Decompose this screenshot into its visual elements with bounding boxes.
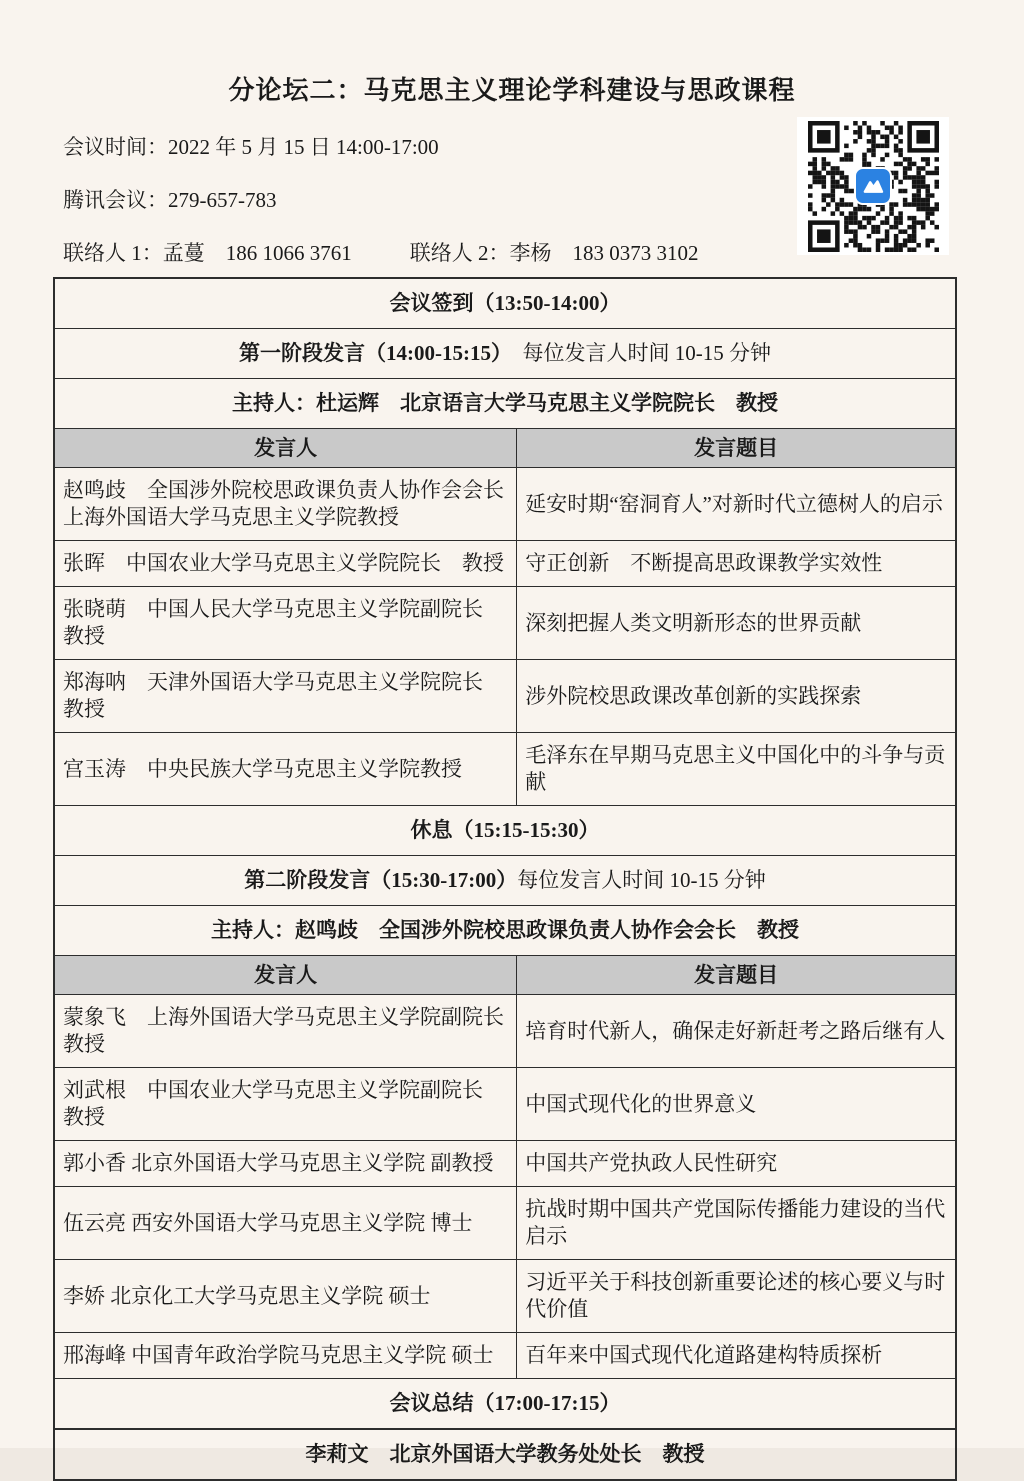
stage2-heading: 第二阶段发言（15:30-17:00） xyxy=(244,868,518,892)
tencent-meeting-logo-icon xyxy=(854,167,892,205)
topic-cell: 培育时代新人，确保走好新赶考之路后继有人 xyxy=(517,995,956,1068)
tencent-meeting-line: 腾讯会议：279-657-783 xyxy=(63,188,277,212)
topic-cell: 深刻把握人类文明新形态的世界贡献 xyxy=(517,587,956,660)
stage1-heading-cell xyxy=(54,329,956,379)
topic-cell: 中国共产党执政人民性研究 xyxy=(517,1141,956,1187)
stage2-heading-cell xyxy=(54,856,956,906)
stage1-header-row xyxy=(54,429,956,468)
stage1-row-3 xyxy=(54,587,956,660)
stage1-topic-column-header: 发言题目 xyxy=(517,429,956,468)
stage1-heading: 第一阶段发言（14:00-15:15） xyxy=(239,341,502,365)
topic-cell: 延安时期“窑洞育人”对新时代立德树人的启示 xyxy=(517,468,956,541)
speaker-cell: 蒙象飞 上海外国语大学马克思主义学院副院长 教授 xyxy=(54,995,517,1068)
speaker-cell: 伍云亮 西安外国语大学马克思主义学院 博士 xyxy=(54,1187,517,1260)
speaker-cell: 张晓萌 中国人民大学马克思主义学院副院长 教授 xyxy=(54,587,517,660)
contacts-line xyxy=(63,237,699,267)
stage2-row-6 xyxy=(54,1333,956,1379)
stage2-row-4 xyxy=(54,1187,956,1260)
speaker-cell: 李娇 北京化工大学马克思主义学院 硕士 xyxy=(54,1260,517,1333)
closing-row xyxy=(54,1429,956,1480)
summary-cell: 会议总结（17:00-17:15） xyxy=(54,1379,956,1430)
stage1-row-4 xyxy=(54,660,956,733)
speaker-cell: 郑海呐 天津外国语大学马克思主义学院院长 教授 xyxy=(54,660,517,733)
stage2-heading-row xyxy=(54,856,956,906)
stage2-row-2 xyxy=(54,1068,956,1141)
stage1-row-1 xyxy=(54,468,956,541)
topic-cell: 毛泽东在早期马克思主义中国化中的斗争与贡献 xyxy=(517,733,956,806)
topic-cell: 涉外院校思政课改革创新的实践探索 xyxy=(517,660,956,733)
stage2-host-cell: 主持人：赵鸣歧 全国涉外院校思政课负责人协作会会长 教授 xyxy=(54,906,956,956)
qr-code xyxy=(808,121,939,252)
stage2-heading-note: 每位发言人时间 10-15 分钟 xyxy=(517,868,766,892)
stage2-row-5 xyxy=(54,1260,956,1333)
contact-2: 联络人 2：李杨 183 0373 3102 xyxy=(409,241,699,265)
stage1-heading-note: 每位发言人时间 10-15 分钟 xyxy=(501,341,771,365)
stage1-heading-row xyxy=(54,329,956,379)
checkin-cell: 会议签到（13:50-14:00） xyxy=(54,278,956,329)
stage2-host-row xyxy=(54,906,956,956)
stage1-speaker-column-header: 发言人 xyxy=(54,429,517,468)
qr-code-box xyxy=(797,117,949,255)
summary-row xyxy=(54,1379,956,1430)
meeting-time-line: 会议时间：2022 年 5 月 15 日 14:00-17:00 xyxy=(63,135,439,159)
stage1-host-cell: 主持人：杜运辉 北京语言大学马克思主义学院院长 教授 xyxy=(54,379,956,429)
stage2-row-3 xyxy=(54,1141,956,1187)
stage1-host-row xyxy=(54,379,956,429)
speaker-cell: 宫玉涛 中央民族大学马克思主义学院教授 xyxy=(54,733,517,806)
speaker-cell: 赵鸣歧 全国涉外院校思政课负责人协作会会长上海外国语大学马克思主义学院教授 xyxy=(54,468,517,541)
speaker-cell: 邢海峰 中国青年政治学院马克思主义学院 硕士 xyxy=(54,1333,517,1379)
schedule-table-container xyxy=(53,277,957,1481)
topic-cell: 抗战时期中国共产党国际传播能力建设的当代启示 xyxy=(517,1187,956,1260)
speaker-cell: 刘武根 中国农业大学马克思主义学院副院长 教授 xyxy=(54,1068,517,1141)
schedule-table xyxy=(53,277,957,1481)
stage2-row-1 xyxy=(54,995,956,1068)
break-cell: 休息（15:15-15:30） xyxy=(54,806,956,856)
stage2-speaker-column-header: 发言人 xyxy=(54,956,517,995)
checkin-row xyxy=(54,278,956,329)
stage1-row-2 xyxy=(54,541,956,587)
closing-cell: 李莉文 北京外国语大学教务处处长 教授 xyxy=(54,1429,956,1480)
stage2-topic-column-header: 发言题目 xyxy=(517,956,956,995)
topic-cell: 中国式现代化的世界意义 xyxy=(517,1068,956,1141)
topic-cell: 百年来中国式现代化道路建构特质探析 xyxy=(517,1333,956,1379)
contact-1: 联络人 1：孟蔓 186 1066 3761 xyxy=(63,241,352,265)
topic-cell: 习近平关于科技创新重要论述的核心要义与时代价值 xyxy=(517,1260,956,1333)
topic-cell: 守正创新 不断提高思政课教学实效性 xyxy=(517,541,956,587)
stage1-row-5 xyxy=(54,733,956,806)
speaker-cell: 郭小香 北京外国语大学马克思主义学院 副教授 xyxy=(54,1141,517,1187)
stage2-header-row xyxy=(54,956,956,995)
page-title: 分论坛二：马克思主义理论学科建设与思政课程 xyxy=(228,76,796,105)
speaker-cell: 张晖 中国农业大学马克思主义学院院长 教授 xyxy=(54,541,517,587)
break-row xyxy=(54,806,956,856)
